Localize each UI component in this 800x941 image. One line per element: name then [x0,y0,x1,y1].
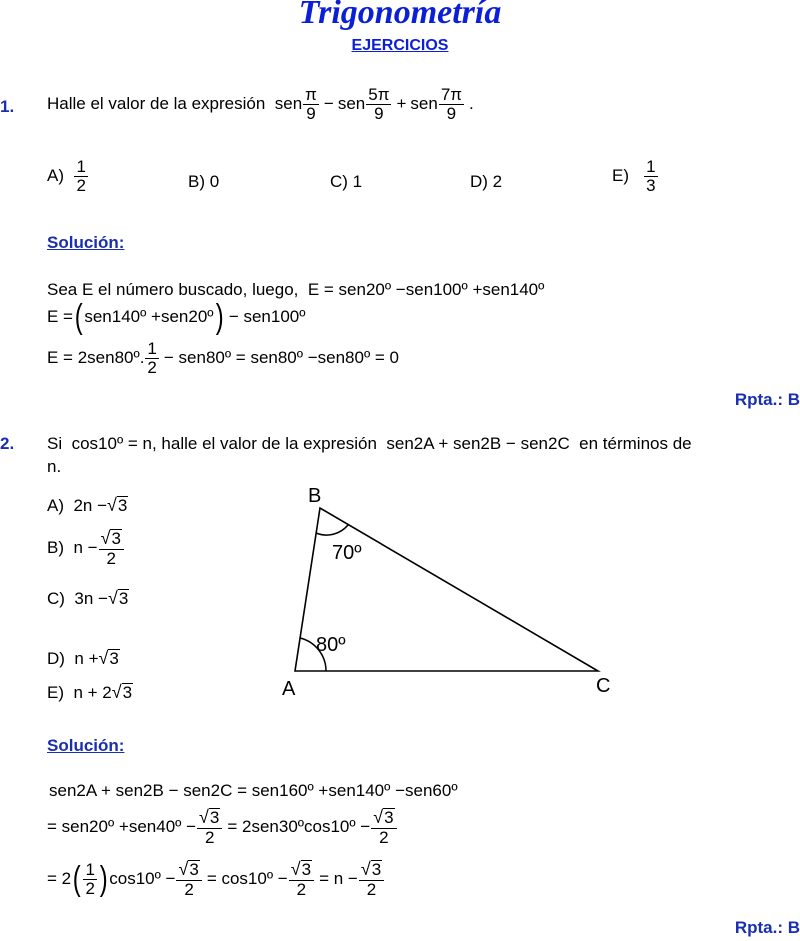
p1-option-a: A) $\frac{1}{2}$ [47,157,86,195]
p2-option-a: A) 2n − √ 3 [47,495,128,516]
fraction-pi-9: $\frac{\pi}{9}$ [305,85,317,123]
angle-b-arc [316,525,348,535]
p2-option-c: C) 3n − √ 3 [47,588,129,609]
problem-1-statement: Halle el valor de la expresión sen $\frac{\pi}{9}$ − sen $\frac{5\pi}{9}$ + sen $\frac{7\pi}{9}$ . [47,85,474,123]
p1-option-b: B) 0 [188,172,220,191]
page-subtitle: EJERCICIOS [351,37,449,54]
vertex-c-label: C [596,675,611,697]
triangle-figure [270,478,620,708]
p1-option-d: D) 2 [470,172,503,191]
p2-option-e: E) n + 2 √ 3 [47,682,133,703]
p2-answer: Rpta.: B [734,918,800,937]
p1-answer: Rpta.: B [734,390,800,409]
p2-solution-line-1: sen2A + sen2B − sen2C = sen160º +sen140º −sen60º [49,781,458,800]
problem-2-statement-cont: n. [47,457,62,476]
problem-1-text: Halle el valor de la expresión [47,94,266,114]
p1-solution-line-1: Sea E el número buscado, luego, E = sen20º −sen100º +sen140º [47,280,545,299]
problem-2-number: 2. [0,434,15,453]
p1-option-e: E) $\frac{1}{3}$ [612,157,656,195]
sen-label: sen [274,94,303,114]
vertex-a-label: A [282,678,296,700]
p2-solution-line-2: = sen20º +sen40º − √ 3 2 = 2sen30ºcos10º − √ 3 2 [47,808,398,847]
problem-1-number: 1. [0,97,15,116]
page-title: Trigonometría [298,0,502,31]
p2-solution-line-3: = 2 ( $\frac{1}{2}$ ) cos10º − √ 3 2 = cos10º − √ 3 2 = n − √ 3 2 [47,860,385,899]
vertex-b-label: B [308,485,322,507]
p1-solution-label: Solución: [47,233,125,252]
p2-option-d: D) n + √ 3 [47,648,119,669]
angle-a-label: 80º [316,634,346,656]
p1-solution-line-3: E = 2sen80º. $\frac{1}{2}$ − sen80º = sen80º −sen80º = 0 [47,339,399,377]
p1-solution-line-2: E = ( sen140º +sen20º ) − sen100º [47,298,306,336]
p2-option-b: B) n − √ 3 2 [47,529,125,568]
angle-b-label: 70º [332,542,362,564]
problem-2-statement: Si cos10º = n, halle el valor de la expresión sen2A + sen2B − sen2C en términos de [47,434,692,453]
p1-option-c: C) 1 [330,172,363,191]
p2-solution-label: Solución: [47,736,125,755]
fraction-7pi-9: $\frac{7\pi}{9}$ [440,85,462,123]
fraction-5pi-9: $\frac{5\pi}{9}$ [368,85,390,123]
